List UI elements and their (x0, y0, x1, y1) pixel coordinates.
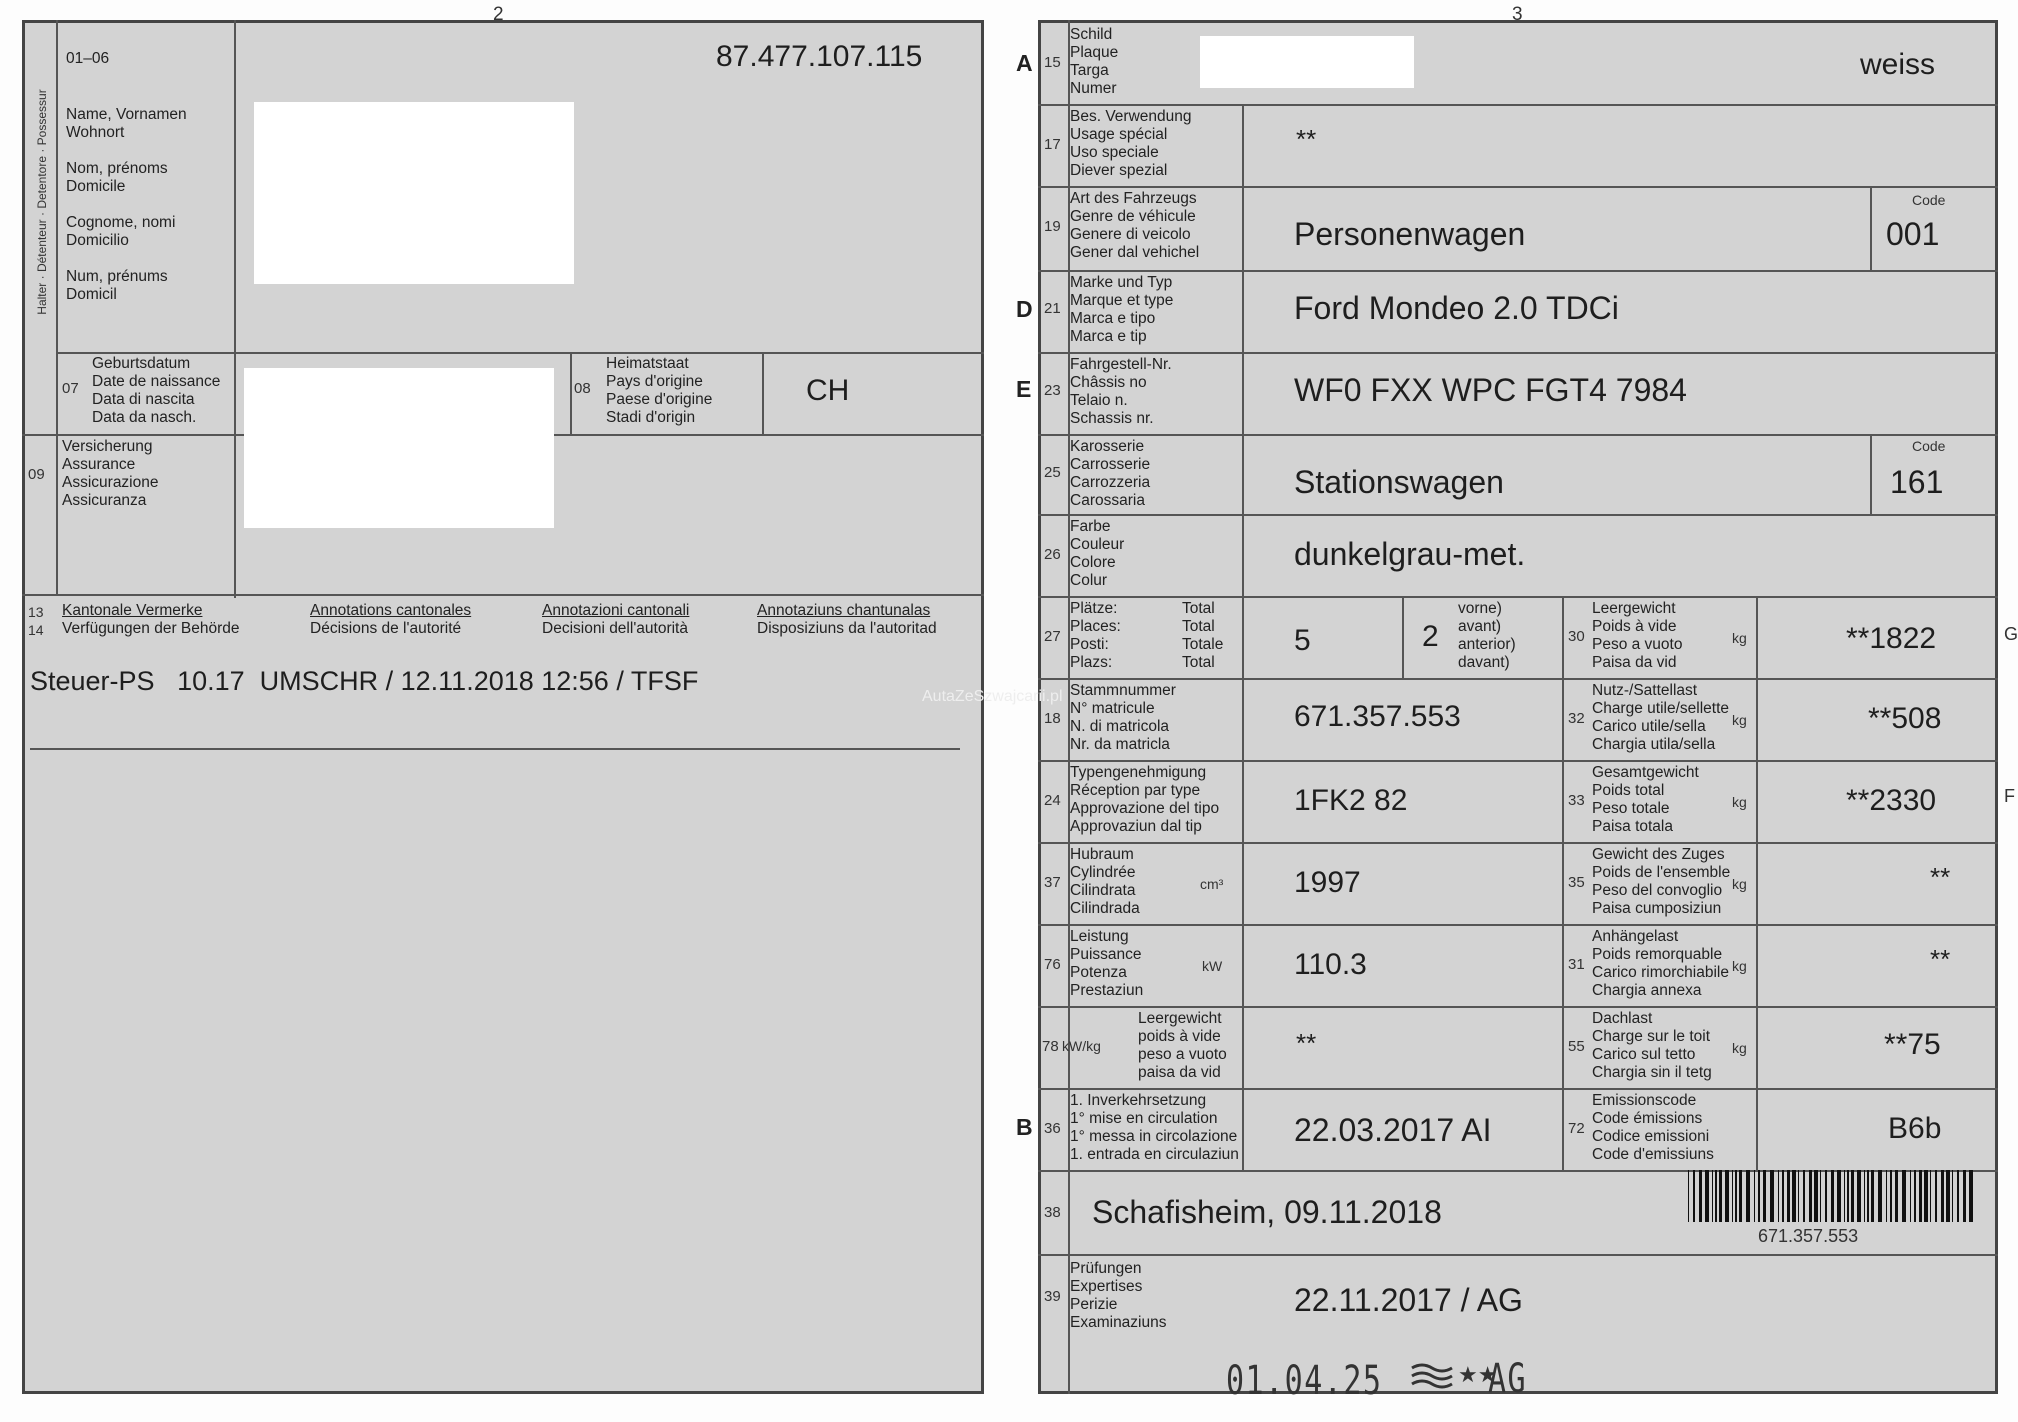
divider (56, 352, 984, 354)
kw-per-kg-label: kW/kg (1062, 1038, 1101, 1054)
divider (1038, 1254, 1998, 1256)
barcode-bar (1957, 1170, 1959, 1222)
barcode-bar (1902, 1170, 1906, 1222)
barcode-bar (1910, 1170, 1911, 1222)
field-number: 31 (1568, 956, 1585, 973)
field-number: 27 (1044, 628, 1061, 645)
field-number: 25 (1044, 464, 1061, 481)
annotations-fr-title: Annotations cantonales (310, 602, 472, 619)
barcode-bar (1763, 1170, 1766, 1222)
field-number: 78 (1042, 1038, 1059, 1055)
field-number: 55 (1568, 1038, 1585, 1055)
field-number: 17 (1044, 136, 1061, 153)
right-page-fields (922, 20, 1998, 1404)
annotations-it-sub: Decisioni dell'autorità (542, 620, 688, 637)
empty-weight-labels: Leergewicht Poids à vide Peso a vuoto Paisa da vid (1592, 600, 1683, 671)
barcode-bar (1871, 1170, 1874, 1222)
field-number: 23 (1044, 382, 1061, 399)
page-number-right: 3 (1512, 4, 1523, 25)
field-08-number: 08 (574, 380, 591, 397)
field-number: 37 (1044, 874, 1061, 891)
field-number: 38 (1044, 1204, 1061, 1221)
vehicle-type-labels: Art des Fahrzeugs Genre de véhicule Genere di veicolo Gener dal vehichel (1070, 190, 1200, 261)
barcode-bar (1886, 1170, 1887, 1222)
barcode-bar (1758, 1170, 1760, 1222)
divider (1242, 104, 1244, 1170)
unit-kg: kg (1732, 794, 1747, 810)
barcode-bar (1739, 1170, 1742, 1222)
seats-front-labels: vorne) avant) anterior) davant) (1458, 600, 1516, 671)
seats-front-value: 2 (1422, 620, 1439, 653)
field-number: 36 (1044, 1120, 1061, 1137)
trailer-load-value: ** (1930, 944, 1951, 974)
annotation-text: Steuer-PS 10.17 UMSCHR / 12.11.2018 12:56 / TFSF (30, 666, 699, 696)
type-approval-labels: Typengenehmigung Réception par type Approvazione del tipo Approvaziun dal tip (1070, 764, 1220, 835)
barcode-bar (1867, 1170, 1869, 1222)
barcode-bar (1831, 1170, 1834, 1222)
barcode-bar (1847, 1170, 1849, 1222)
divider (1038, 1006, 1998, 1008)
holder-side-label: Halter · Détenteur · Detentore · Possessur (35, 89, 49, 315)
unit-cm3: cm³ (1200, 876, 1224, 892)
barcode-bar (1969, 1170, 1973, 1222)
barcode-bar (1705, 1170, 1709, 1222)
vehicle-type-code: 001 (1886, 216, 1940, 252)
divider (1038, 434, 1998, 436)
roof-load-value: **75 (1884, 1028, 1941, 1061)
payload-value: **508 (1868, 702, 1942, 735)
inspection-labels: Prüfungen Expertises Perizie Examinaziuns (1070, 1260, 1167, 1331)
barcode-bar (1782, 1170, 1784, 1222)
field-number: 32 (1568, 710, 1585, 727)
first-registration-labels: 1. Inverkehrsetzung 1° mise en circulation 1° messa in circolazione 1. entrada en circulaziun (1070, 1092, 1239, 1163)
divider (1038, 104, 1998, 106)
barcode-bar (1946, 1170, 1950, 1222)
code-label: Code (1912, 438, 1946, 454)
barcode-bar (1770, 1170, 1774, 1222)
annotations-rm-sub: Disposiziuns da l'autoritad (757, 620, 937, 637)
trailer-load-labels: Anhängelast Poids remorquable Carico rimorchiabile Chargia annexa (1592, 928, 1729, 999)
barcode-bar (1693, 1170, 1695, 1222)
emission-code-labels: Emissionscode Code émissions Codice emissioni Code d'emissiuns (1592, 1092, 1714, 1163)
type-approval-value: 1FK2 82 (1294, 784, 1408, 817)
stamp-canton: AG (1488, 1356, 1528, 1402)
seats-labels: Plätze: Places: Posti: Plazs: (1070, 600, 1121, 671)
barcode-bar (1825, 1170, 1827, 1222)
field-07-number: 07 (62, 380, 79, 397)
roof-load-labels: Dachlast Charge sur le toit Carico sul tetto Chargia sin il tetg (1592, 1010, 1712, 1081)
make-model-labels: Marke und Typ Marque et type Marca e tipo Marca e tip (1070, 274, 1174, 345)
stamp-mark (1408, 1358, 1498, 1398)
barcode-bar (1809, 1170, 1812, 1222)
barcode-bar (1746, 1170, 1750, 1222)
divider (570, 352, 572, 434)
first-registration-value: 22.03.2017 AI (1294, 1112, 1492, 1148)
divider (30, 748, 960, 750)
field-01-06: 01–06 (66, 50, 110, 67)
barcode-bar (1719, 1170, 1722, 1222)
left-page-fields (22, 20, 984, 1394)
field-number: 72 (1568, 1120, 1585, 1137)
special-usage-value: ** (1296, 124, 1317, 154)
barcode-bar (1878, 1170, 1882, 1222)
svg-text:★★: ★★ (1458, 1363, 1498, 1388)
divider (1038, 352, 1998, 354)
redacted-plate (1200, 36, 1414, 88)
power-weight-labels: Leergewicht poids à vide peso a vuoto paisa da vid (1138, 1010, 1227, 1081)
seats-total-labels: Total Total Totale Total (1182, 600, 1224, 671)
vehicle-type-value: Personenwagen (1294, 216, 1526, 252)
barcode (1686, 1170, 1976, 1228)
barcode-bar (1895, 1170, 1898, 1222)
emission-code-value: B6b (1888, 1112, 1942, 1145)
field-number: 39 (1044, 1288, 1061, 1305)
special-usage-labels: Bes. Verwendung Usage spécial Uso speciale Diever spezial (1070, 108, 1192, 179)
barcode-bar (1930, 1170, 1931, 1222)
barcode-bar (1715, 1170, 1717, 1222)
barcode-bar (1952, 1170, 1953, 1222)
annotations-de-sub: Verfügungen der Behörde (62, 620, 240, 637)
barcode-bar (1712, 1170, 1713, 1222)
barcode-bar (1919, 1170, 1922, 1222)
marker-letter: E (1016, 376, 1032, 402)
barcode-bar (1787, 1170, 1790, 1222)
annotations-de-title: Kantonale Vermerke (62, 602, 203, 619)
barcode-bar (1803, 1170, 1805, 1222)
barcode-bar (1963, 1170, 1966, 1222)
barcode-bar (1798, 1170, 1799, 1222)
unit-kg: kg (1732, 630, 1747, 646)
issue-place-date-value: Schafisheim, 09.11.2018 (1092, 1194, 1442, 1230)
divider (1870, 434, 1872, 514)
seats-total-value: 5 (1294, 624, 1311, 657)
field-number: 26 (1044, 546, 1061, 563)
barcode-number: 671.357.553 (1758, 1226, 1859, 1246)
barcode-bar (1914, 1170, 1916, 1222)
barcode-bar (1814, 1170, 1818, 1222)
power-weight-value: ** (1296, 1028, 1317, 1058)
plate-color-value: weiss (1860, 48, 1936, 81)
watermark: AutaZeSzwajcarii.pl (922, 688, 1063, 705)
empty-weight-value: **1822 (1846, 622, 1937, 655)
chassis-labels: Fahrgestell-Nr. Châssis no Telaio n. Schassis nr. (1070, 356, 1172, 427)
barcode-bar (1837, 1170, 1841, 1222)
field-number: 19 (1044, 218, 1061, 235)
body-code: 161 (1890, 464, 1944, 500)
insurance-labels: Versicherung Assurance Assicurazione Assicuranza (62, 438, 159, 509)
marker-letter: B (1016, 1114, 1033, 1140)
barcode-bar (1941, 1170, 1944, 1222)
total-weight-labels: Gesamtgewicht Poids total Peso totale Paisa totala (1592, 764, 1699, 835)
field-14-number: 14 (28, 622, 44, 638)
document-number: 87.477.107.115 (716, 40, 923, 73)
combination-weight-labels: Gewicht des Zuges Poids de l'ensemble Peso del convoglio Paisa cumposiziun (1592, 846, 1731, 917)
barcode-bar (1851, 1170, 1854, 1222)
divider (22, 594, 984, 596)
field-09-number: 09 (28, 466, 45, 483)
inspection-value: 22.11.2017 / AG (1294, 1282, 1523, 1318)
holder-labels: Name, Vornamen Wohnort Nom, prénoms Domicile Cognome, nomi Domicilio Num, prénums Domicil (66, 106, 187, 303)
power-value: 110.3 (1294, 948, 1367, 981)
redacted-birthdate (244, 368, 554, 528)
unit-kg: kg (1732, 712, 1747, 728)
annotations-fr-sub: Décisions de l'autorité (310, 620, 462, 637)
code-label: Code (1912, 192, 1946, 208)
redacted-holder (254, 102, 574, 284)
barcode-bar (1688, 1170, 1689, 1222)
barcode-bar (1778, 1170, 1779, 1222)
total-weight-value: **2330 (1846, 784, 1937, 817)
divider (1038, 924, 1998, 926)
payload-labels: Nutz-/Sattellast Charge utile/sellette Carico utile/sella Chargia utila/sella (1592, 682, 1729, 753)
edge-letter: G (2004, 624, 2018, 644)
body-labels: Karosserie Carrosserie Carrozzeria Carossaria (1070, 438, 1151, 509)
unit-kg: kg (1732, 876, 1747, 892)
combination-weight-value: ** (1930, 862, 1951, 892)
divider (1562, 596, 1564, 1170)
field-number: 76 (1044, 956, 1061, 973)
barcode-bar (1820, 1170, 1821, 1222)
divider (1038, 186, 1998, 188)
origin-value: CH (806, 374, 850, 407)
barcode-bar (1732, 1170, 1733, 1222)
color-value: dunkelgrau-met. (1294, 536, 1526, 572)
divider (1038, 514, 1998, 516)
divider (1402, 596, 1404, 678)
make-model-value: Ford Mondeo 2.0 TDCi (1294, 290, 1619, 326)
divider (1756, 596, 1758, 1170)
field-number: 30 (1568, 628, 1585, 645)
field-13-number: 13 (28, 604, 44, 620)
body-value: Stationswagen (1294, 464, 1504, 500)
divider (1038, 1088, 1998, 1090)
divider (1038, 678, 1998, 680)
field-number: 21 (1044, 300, 1061, 317)
barcode-bar (1699, 1170, 1702, 1222)
plate-labels: Schild Plaque Targa Numer (1070, 26, 1119, 97)
field-number: 18 (1044, 710, 1061, 727)
divider (1038, 270, 1998, 272)
birthdate-labels: Geburtsdatum Date de naissance Data di nascita Data da nasch. (92, 355, 221, 426)
edge-letter: F (2004, 786, 2015, 806)
divider (762, 352, 764, 434)
field-number: 33 (1568, 792, 1585, 809)
color-labels: Farbe Couleur Colore Colur (1070, 518, 1125, 589)
displacement-labels: Hubraum Cylindrée Cilindrata Cilindrada (1070, 846, 1140, 917)
field-number: 24 (1044, 792, 1061, 809)
marker-letter: D (1016, 296, 1033, 322)
barcode-bar (1924, 1170, 1928, 1222)
barcode-bar (1792, 1170, 1796, 1222)
barcode-bar (1844, 1170, 1845, 1222)
barcode-bar (1735, 1170, 1737, 1222)
marker-letter: A (1016, 50, 1033, 76)
unit-kg: kg (1732, 1040, 1747, 1056)
divider (56, 20, 58, 594)
annotations-rm-title: Annotaziuns chantunalas (757, 602, 931, 619)
divider (1038, 842, 1998, 844)
barcode-bar (1857, 1170, 1861, 1222)
divider (1870, 186, 1872, 270)
displacement-value: 1997 (1294, 866, 1361, 899)
annotations-it-title: Annotazioni cantonali (542, 602, 690, 619)
divider (234, 20, 236, 598)
barcode-bar (1725, 1170, 1729, 1222)
unit-kg: kg (1732, 958, 1747, 974)
power-labels: Leistung Puissance Potenza Prestaziun (1070, 928, 1144, 999)
matriculation-value: 671.357.553 (1294, 700, 1461, 733)
page-number-left: 2 (493, 4, 504, 25)
barcode-bar (1935, 1170, 1937, 1222)
divider (1038, 596, 1998, 598)
origin-labels: Heimatstaat Pays d'origine Paese d'origine Stadi d'origin (606, 355, 713, 426)
divider (1038, 760, 1998, 762)
chassis-value: WF0 FXX WPC FGT4 7984 (1294, 372, 1687, 408)
field-number: 15 (1044, 54, 1061, 71)
barcode-bar (1864, 1170, 1865, 1222)
field-number: 35 (1568, 874, 1585, 891)
matriculation-labels: Stammnummer N° matricule N. di matricola Nr. da matricla (1070, 682, 1176, 753)
barcode-bar (1754, 1170, 1755, 1222)
barcode-bar (1890, 1170, 1892, 1222)
stamp-date: 01.04.25 (1226, 1358, 1383, 1404)
unit-kw: kW (1202, 958, 1223, 974)
